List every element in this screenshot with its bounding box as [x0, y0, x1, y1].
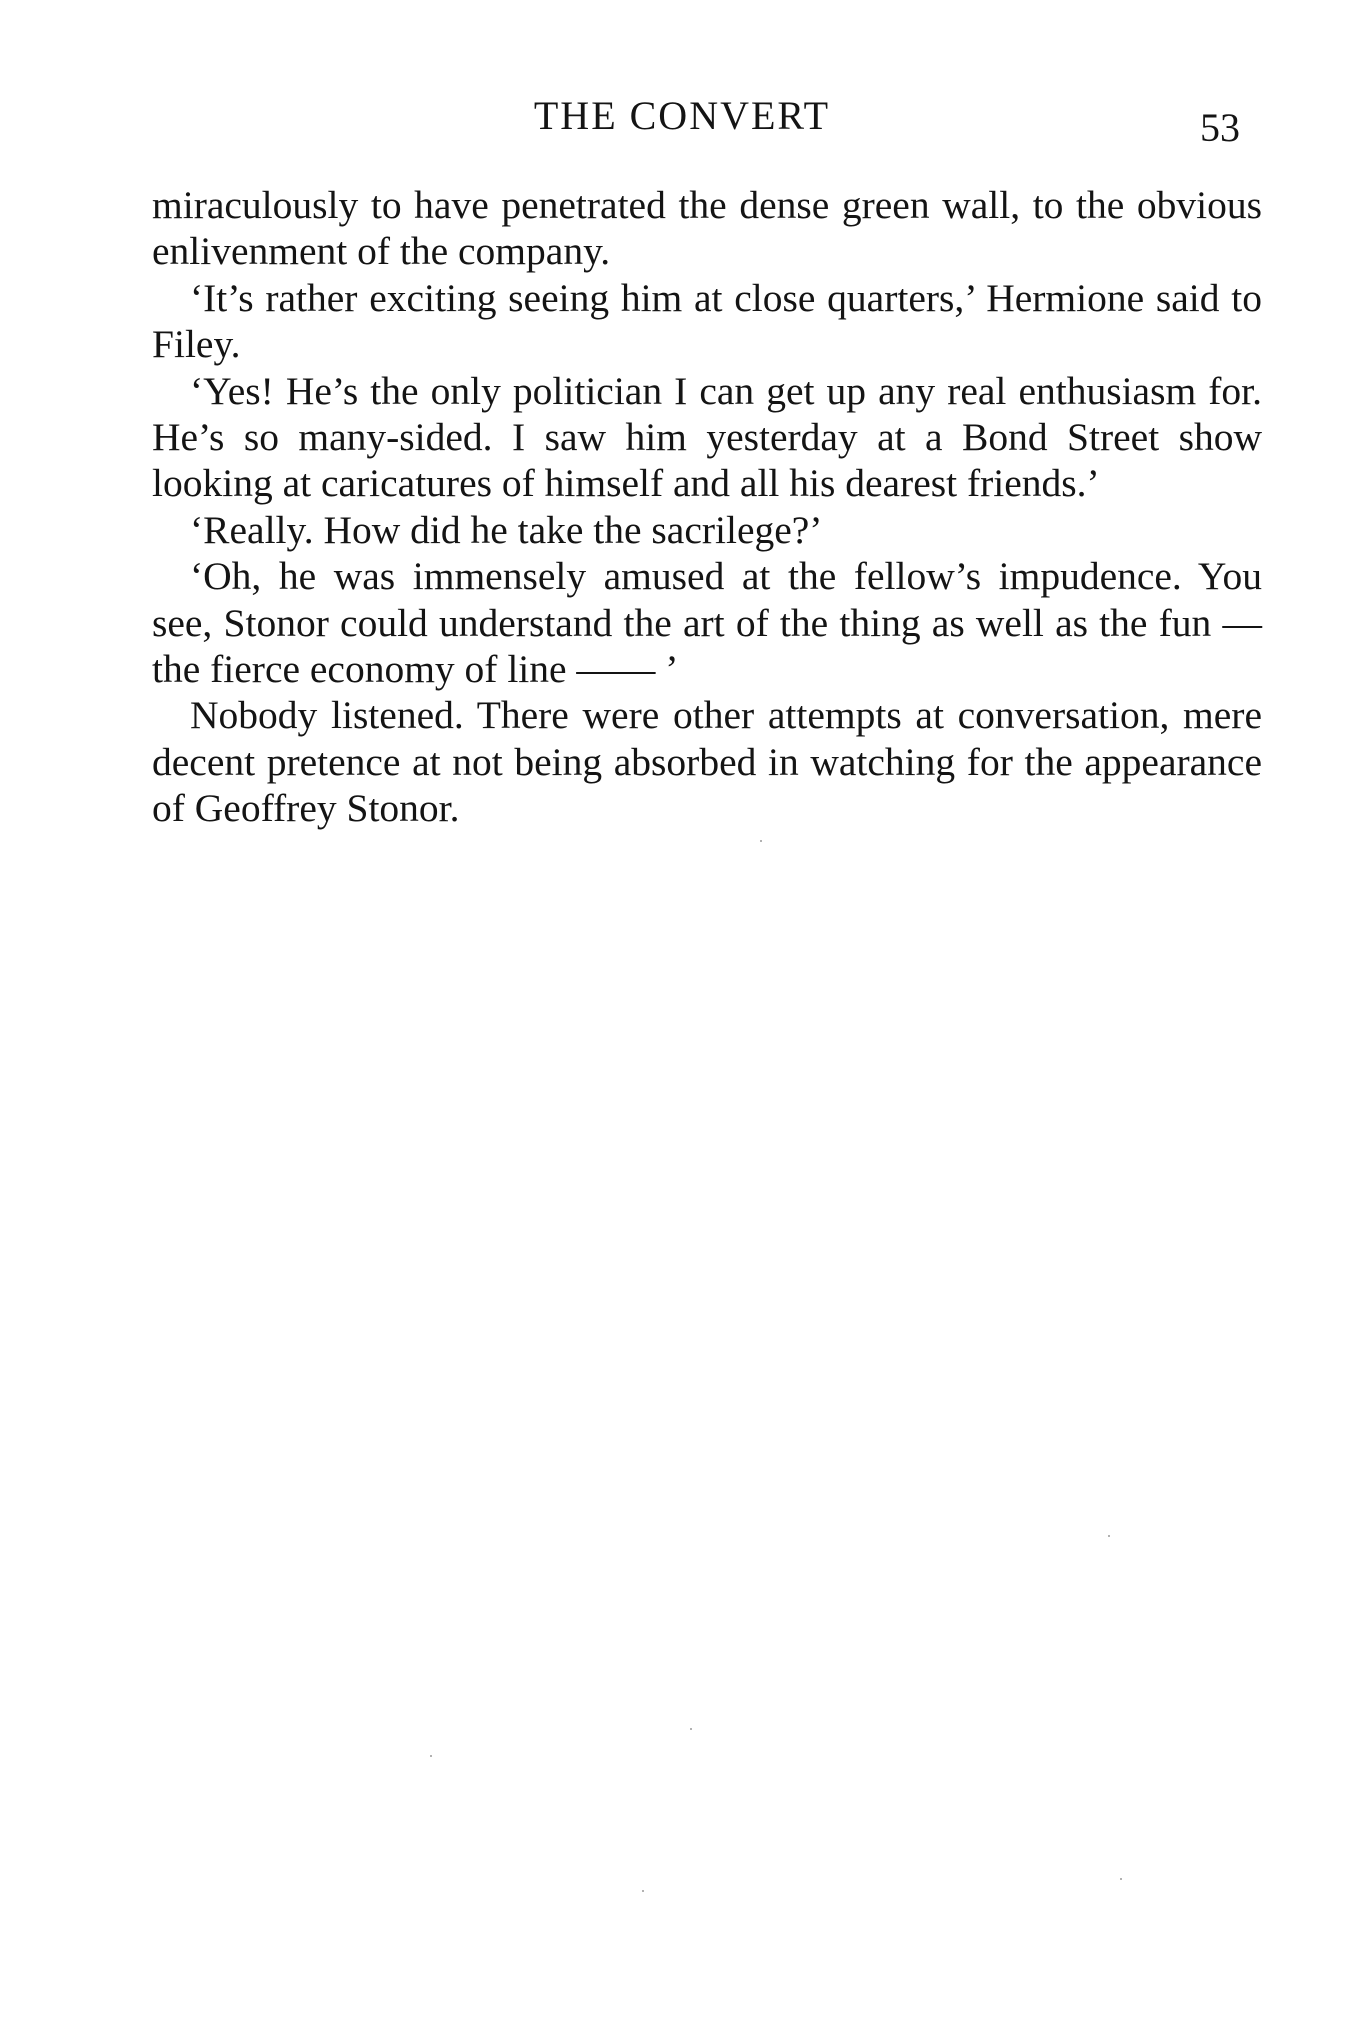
scan-speck	[760, 840, 762, 842]
page-number: 53	[1200, 105, 1240, 150]
paragraph-4: ‘Really. How did he take the sacrilege?’	[190, 507, 823, 552]
paragraph-1: miraculously to have penetrated the dense green wall, to the obvious enlivenment of the company.	[152, 183, 1262, 274]
scan-speck	[1108, 1535, 1110, 1537]
running-title: THE CONVERT	[533, 93, 831, 138]
body-text	[152, 182, 1262, 832]
scan-speck	[430, 1755, 432, 1757]
paragraph-2: ‘It’s rather exciting seeing him at close quarters,’ Hermione said to Filey.	[152, 275, 1262, 367]
paragraph-6: Nobody listened. There were other attempts at conversation, mere decent pretence at not being absorbed in watching for the appearance of Geoffrey Stonor.	[152, 693, 1262, 831]
scan-speck	[642, 1890, 644, 1892]
scan-speck	[690, 1728, 692, 1730]
scan-speck	[1120, 1878, 1122, 1880]
paragraph-3: ‘Yes! He’s the only politician I can get up any real enthusiasm for. He’s so many-sided. I saw him yesterday at a Bond Street show looking at caricatures of himself and all his dearest friends.’	[152, 368, 1262, 506]
paragraph-5: ‘Oh, he was immensely amused at the fellow’s impudence. You see, Stonor could understand the art of the thing as well as the fun — the fierce economy of line —— ’	[152, 554, 1262, 692]
